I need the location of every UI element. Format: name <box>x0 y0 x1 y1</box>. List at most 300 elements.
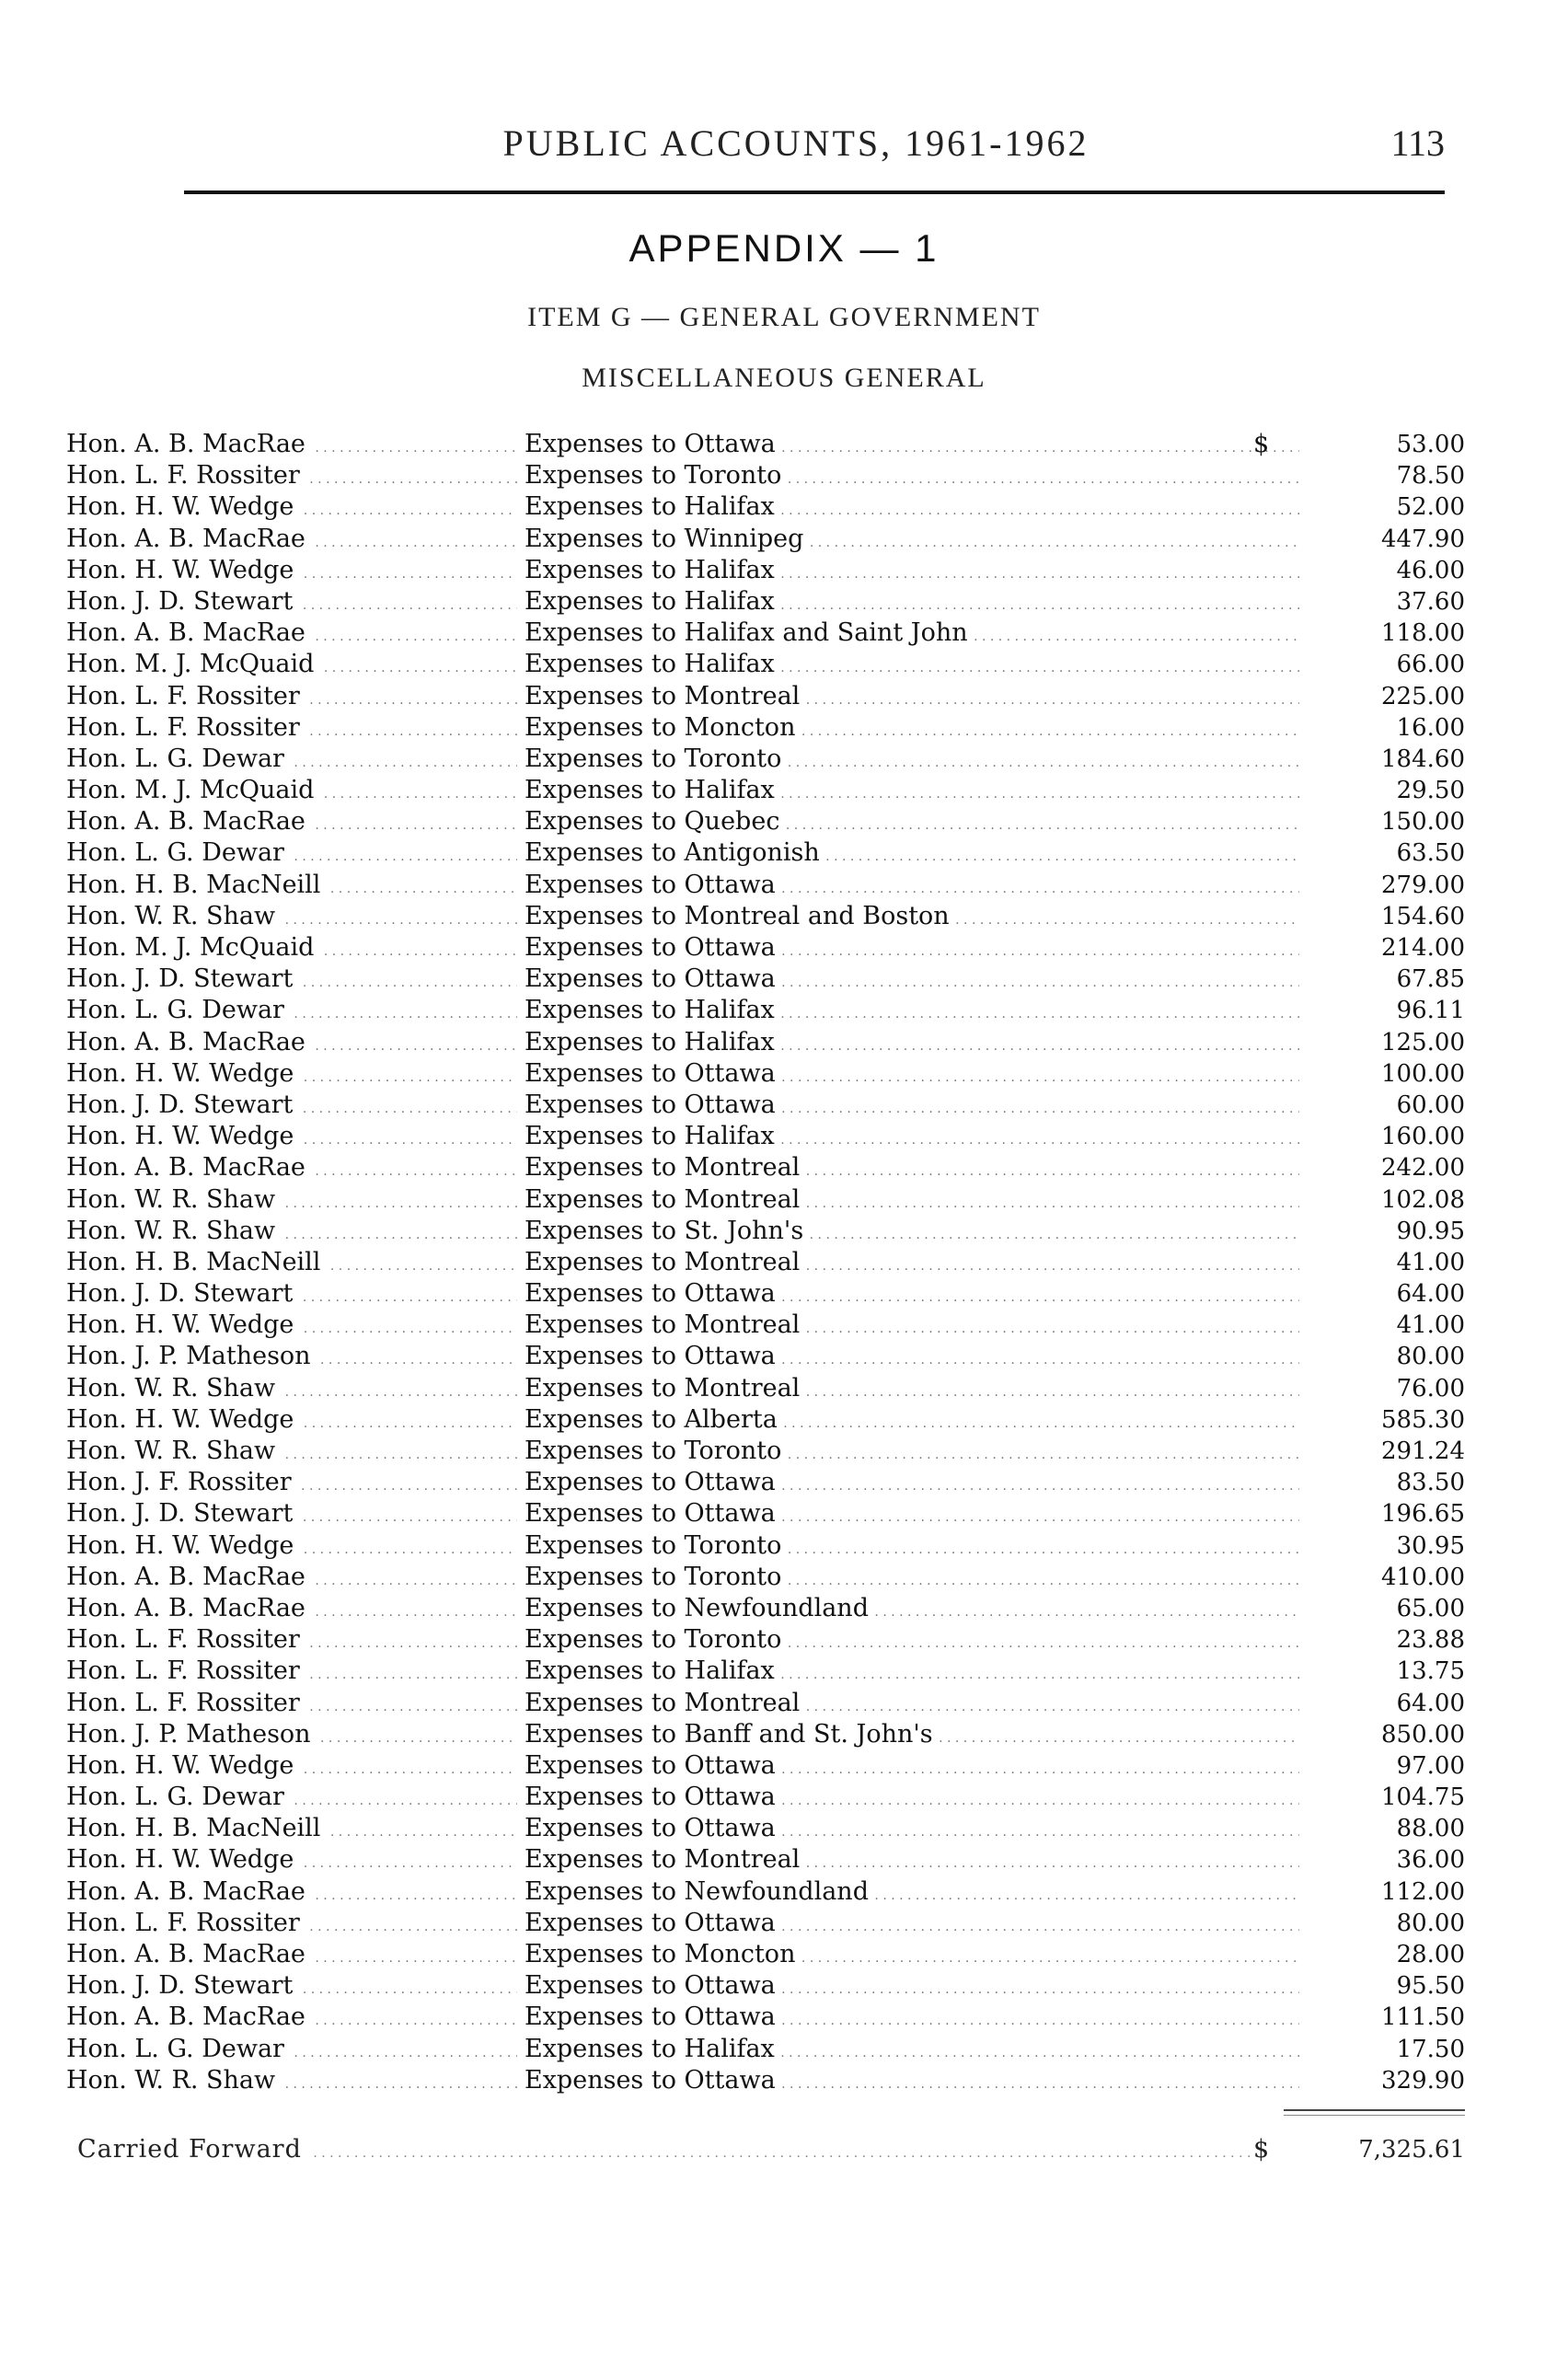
member-name: Hon. H. W. Wedge <box>66 1531 299 1560</box>
expense-description-cell <box>517 1310 1299 1345</box>
expense-description-cell <box>517 870 1299 905</box>
member-name-cell <box>66 775 526 810</box>
member-name: Hon. A. B. MacRae <box>66 807 311 836</box>
member-name-cell <box>66 2034 526 2069</box>
member-name: Hon. H. W. Wedge <box>66 1845 299 1874</box>
member-name-cell <box>66 1719 526 1754</box>
expense-amount: 76.00 <box>1396 1374 1465 1402</box>
ledger-row <box>66 681 1465 712</box>
expense-amount: 111.50 <box>1381 2003 1465 2032</box>
ledger-row <box>66 1121 1465 1152</box>
ledger-row <box>66 1624 1465 1656</box>
expense-amount: 17.50 <box>1396 2035 1465 2063</box>
ledger-row <box>66 491 1465 523</box>
expense-amount: 23.88 <box>1396 1626 1465 1655</box>
member-name: Hon. A. B. MacRae <box>66 1594 311 1622</box>
expense-description-cell <box>517 806 1299 841</box>
expense-description-cell <box>517 1908 1299 1943</box>
member-name: Hon. H. W. Wedge <box>66 492 299 521</box>
member-name: Hon. L. F. Rossiter <box>66 1689 306 1717</box>
member-name: Hon. J. D. Stewart <box>66 964 298 993</box>
expense-description-cell <box>517 2002 1299 2037</box>
expense-amount: 88.00 <box>1396 1815 1465 1843</box>
expense-description: Expenses to Halifax and Saint John <box>517 618 970 647</box>
expense-amount: 102.08 <box>1381 1185 1465 1214</box>
member-name-cell <box>66 837 526 872</box>
expense-description-cell <box>517 1750 1299 1785</box>
ledger-row <box>66 1593 1465 1624</box>
running-title: PUBLIC ACCOUNTS, 1961-1962 <box>502 122 1090 164</box>
expense-description: Expenses to Ottawa <box>517 1751 778 1780</box>
member-name-cell <box>66 1939 526 1974</box>
expense-amount: 118.00 <box>1381 619 1465 648</box>
expense-description-cell <box>517 712 1299 747</box>
member-name-cell <box>66 744 526 779</box>
member-name-cell <box>66 1216 526 1251</box>
ledger-row <box>66 837 1465 869</box>
member-name: Hon. J. D. Stewart <box>66 587 298 616</box>
member-name-cell <box>66 681 526 716</box>
member-name: Hon. L. G. Dewar <box>66 2035 290 2063</box>
expense-amount: 64.00 <box>1396 1280 1465 1309</box>
ledger-row <box>66 1498 1465 1529</box>
ledger-row <box>66 524 1465 555</box>
expense-description-cell <box>517 1184 1299 1219</box>
expense-description-cell <box>517 837 1299 872</box>
expense-amount: 65.00 <box>1396 1594 1465 1622</box>
expense-amount: 125.00 <box>1381 1028 1465 1056</box>
expense-amount: 112.00 <box>1381 1877 1465 1906</box>
expense-description-cell <box>517 617 1299 652</box>
expense-amount: 80.00 <box>1396 1343 1465 1371</box>
expense-description: Expenses to Montreal <box>517 1374 801 1402</box>
member-name: Hon. J. D. Stewart <box>66 1279 298 1308</box>
expense-amount: 329.90 <box>1381 2066 1465 2095</box>
expense-amount: 41.00 <box>1396 1248 1465 1276</box>
member-name-cell <box>66 1184 526 1219</box>
ledger-row <box>66 2065 1465 2096</box>
expense-description: Expenses to Alberta <box>517 1405 779 1434</box>
expense-description: Expenses to Toronto <box>517 1625 783 1654</box>
member-name: Hon. M. J. McQuaid <box>66 650 319 678</box>
expense-description-cell <box>517 1090 1299 1125</box>
expense-description: Expenses to Halifax <box>517 492 777 521</box>
member-name: Hon. L. G. Dewar <box>66 744 290 773</box>
expense-description: Expenses to Toronto <box>517 744 783 773</box>
ledger-row <box>66 1530 1465 1562</box>
member-name: Hon. L. F. Rossiter <box>66 1909 306 1937</box>
ledger-row <box>66 1656 1465 1687</box>
expense-description: Expenses to Toronto <box>517 1437 783 1465</box>
expense-description-cell <box>517 429 1299 464</box>
ledger-row <box>66 2002 1465 2033</box>
page-header <box>184 121 1445 177</box>
expense-description-cell <box>517 1404 1299 1439</box>
item-title: ITEM G — GENERAL GOVERNMENT <box>527 302 1041 332</box>
expense-description-cell <box>517 901 1299 936</box>
ledger-row <box>66 1813 1465 1844</box>
ledger-row <box>66 775 1465 806</box>
expense-amount: 80.00 <box>1396 1909 1465 1937</box>
member-name-cell <box>66 870 526 905</box>
member-name-cell <box>66 964 526 998</box>
ledger-row <box>66 1939 1465 1970</box>
expense-description-cell <box>517 491 1299 526</box>
member-name: Hon. M. J. McQuaid <box>66 933 319 962</box>
expense-description: Expenses to Halifax <box>517 650 777 678</box>
expense-description-cell <box>517 1058 1299 1093</box>
expense-amount: 95.50 <box>1396 1972 1465 2001</box>
member-name-cell <box>66 806 526 841</box>
ledger-row <box>66 1436 1465 1467</box>
member-name: Hon. A. B. MacRae <box>66 1153 311 1182</box>
member-name-cell <box>66 1058 526 1093</box>
ledger-row <box>66 1750 1465 1782</box>
expense-description-cell <box>517 586 1299 621</box>
member-name: Hon. J. D. Stewart <box>66 1499 298 1528</box>
expense-description-cell <box>517 1247 1299 1282</box>
member-name-cell <box>66 1656 526 1691</box>
expense-amount: 41.00 <box>1396 1311 1465 1340</box>
expense-amount: 83.50 <box>1396 1469 1465 1497</box>
expense-description: Expenses to Newfoundland <box>517 1594 870 1622</box>
expense-description: Expenses to Newfoundland <box>517 1877 870 1906</box>
expense-description-cell <box>517 524 1299 559</box>
expense-description-cell <box>517 1688 1299 1723</box>
member-name: Hon. W. R. Shaw <box>66 902 281 930</box>
expense-description-cell <box>517 1562 1299 1597</box>
expense-description: Expenses to Toronto <box>517 1563 783 1591</box>
member-name-cell <box>66 460 526 495</box>
expense-amount: 225.00 <box>1381 682 1465 710</box>
expense-amount: 850.00 <box>1381 1720 1465 1749</box>
member-name-cell <box>66 491 526 526</box>
member-name-cell <box>66 1467 526 1502</box>
member-name: Hon. A. B. MacRae <box>66 430 311 458</box>
appendix-title: APPENDIX — 1 <box>628 226 940 270</box>
expense-description: Expenses to Halifax <box>517 1122 777 1150</box>
ledger-row <box>66 1152 1465 1183</box>
expense-description-cell <box>517 1216 1299 1251</box>
ledger-row <box>66 1058 1465 1090</box>
member-name-cell <box>66 1970 526 2005</box>
expense-amount: 36.00 <box>1396 1846 1465 1875</box>
member-name-cell <box>66 1121 526 1156</box>
member-name: Hon. L. F. Rossiter <box>66 461 306 490</box>
ledger-row <box>66 586 1465 617</box>
member-name-cell <box>66 1404 526 1439</box>
ledger-row <box>66 1688 1465 1719</box>
member-name: Hon. L. F. Rossiter <box>66 682 306 710</box>
ledger-row <box>66 1970 1465 2002</box>
expense-amount: 37.60 <box>1396 587 1465 616</box>
expense-amount: 60.00 <box>1396 1091 1465 1119</box>
member-name: Hon. L. G. Dewar <box>66 1783 290 1811</box>
member-name-cell <box>66 1844 526 1879</box>
expense-description: Expenses to Ottawa <box>517 1342 778 1370</box>
ledger-row <box>66 1184 1465 1216</box>
member-name-cell <box>66 586 526 621</box>
ledger-row <box>66 806 1465 837</box>
expense-amount: 67.85 <box>1396 965 1465 994</box>
member-name-cell <box>66 1373 526 1408</box>
expense-description-cell <box>517 1152 1299 1187</box>
expense-description: Expenses to Ottawa <box>517 430 778 458</box>
ledger-row <box>66 1844 1465 1875</box>
expense-amount: 160.00 <box>1381 1123 1465 1151</box>
member-name-cell <box>66 2002 526 2037</box>
expense-description: Expenses to Halifax <box>517 2035 777 2063</box>
member-name: Hon. H. W. Wedge <box>66 1122 299 1150</box>
ledger-row <box>66 1247 1465 1278</box>
member-name: Hon. H. B. MacNeill <box>66 1814 326 1842</box>
expense-description: Expenses to Ottawa <box>517 2002 778 2031</box>
expense-description-cell <box>517 1467 1299 1502</box>
total-rule-double <box>1284 2115 1465 2116</box>
expense-description-cell <box>517 1876 1299 1911</box>
expense-description-cell <box>517 1027 1299 1062</box>
member-name: Hon. J. P. Matheson <box>66 1342 317 1370</box>
member-name: Hon. H. W. Wedge <box>66 556 299 584</box>
expense-description: Expenses to Montreal <box>517 1248 801 1276</box>
member-name: Hon. J. P. Matheson <box>66 1720 317 1749</box>
expense-amount: 46.00 <box>1396 556 1465 584</box>
member-name: Hon. H. B. MacNeill <box>66 871 326 899</box>
member-name: Hon. A. B. MacRae <box>66 525 311 553</box>
expense-amount: 154.60 <box>1381 902 1465 930</box>
expense-description: Expenses to Winnipeg <box>517 525 805 553</box>
member-name-cell <box>66 524 526 559</box>
expense-description-cell <box>517 1436 1299 1471</box>
expense-amount: 279.00 <box>1381 871 1465 899</box>
expense-amount: 585.30 <box>1381 1405 1465 1434</box>
ledger-row <box>66 712 1465 744</box>
expense-description: Expenses to Moncton <box>517 1940 797 1968</box>
member-name: Hon. H. W. Wedge <box>66 1059 299 1088</box>
member-name-cell <box>66 1498 526 1533</box>
expense-description: Expenses to Montreal <box>517 1153 801 1182</box>
expense-amount: 100.00 <box>1381 1059 1465 1088</box>
expense-description: Expenses to Halifax <box>517 1656 777 1685</box>
expense-description: Expenses to Montreal and Boston <box>517 902 951 930</box>
expense-amount: 214.00 <box>1381 934 1465 962</box>
expense-description: Expenses to Ottawa <box>517 871 778 899</box>
expense-description: Expenses to Ottawa <box>517 1783 778 1811</box>
total-rule <box>1284 2109 1465 2111</box>
member-name: Hon. H. W. Wedge <box>66 1751 299 1780</box>
expense-description: Expenses to Ottawa <box>517 1468 778 1496</box>
ledger-row <box>66 2034 1465 2065</box>
member-name: Hon. L. G. Dewar <box>66 996 290 1024</box>
expense-description: Expenses to Banff and St. John's <box>517 1720 935 1749</box>
expense-description-cell <box>517 1656 1299 1691</box>
expense-description: Expenses to Montreal <box>517 1689 801 1717</box>
member-name: Hon. W. R. Shaw <box>66 2066 281 2095</box>
expense-description-cell <box>517 964 1299 998</box>
member-name-cell <box>66 2065 526 2100</box>
ledger-row <box>66 1876 1465 1908</box>
ledger-row <box>66 744 1465 775</box>
member-name-cell <box>66 617 526 652</box>
expense-description-cell <box>517 1782 1299 1817</box>
carried-forward-amount: 7,325.61 <box>1358 2136 1465 2164</box>
expense-amount: 90.95 <box>1396 1217 1465 1245</box>
expense-amount: 96.11 <box>1396 997 1465 1025</box>
expense-description: Expenses to Montreal <box>517 682 801 710</box>
ledger-row <box>66 1404 1465 1436</box>
expense-amount: 13.75 <box>1396 1657 1465 1686</box>
expense-description-cell <box>517 555 1299 590</box>
member-name: Hon. H. W. Wedge <box>66 1405 299 1434</box>
expense-amount: 78.50 <box>1396 462 1465 491</box>
expense-description-cell <box>517 1278 1299 1313</box>
member-name-cell <box>66 1247 526 1282</box>
expense-description-cell <box>517 2034 1299 2069</box>
member-name-cell <box>66 1278 526 1313</box>
expense-description: Expenses to Halifax <box>517 587 777 616</box>
expense-description-cell <box>517 1593 1299 1628</box>
expense-description-cell <box>517 681 1299 716</box>
expense-amount: 184.60 <box>1381 744 1465 773</box>
expense-description: Expenses to Ottawa <box>517 1059 778 1088</box>
expense-amount: 29.50 <box>1396 777 1465 805</box>
expense-description: Expenses to Antigonish <box>517 838 822 867</box>
member-name: Hon. W. R. Shaw <box>66 1374 281 1402</box>
expense-description-cell <box>517 1373 1299 1408</box>
expense-description-cell <box>517 775 1299 810</box>
ledger-row <box>66 1027 1465 1058</box>
expense-amount: 104.75 <box>1381 1783 1465 1812</box>
expense-amount: 53.00 <box>1396 431 1465 458</box>
ledger-row <box>66 1467 1465 1498</box>
expense-description-cell <box>517 1121 1299 1156</box>
expense-amount: 64.00 <box>1396 1689 1465 1717</box>
member-name: Hon. J. D. Stewart <box>66 1091 298 1119</box>
member-name-cell <box>66 1813 526 1848</box>
member-name-cell <box>66 1027 526 1062</box>
expense-description-cell <box>517 1341 1299 1376</box>
expense-description: Expenses to Toronto <box>517 1531 783 1560</box>
section-title: MISCELLANEOUS GENERAL <box>582 363 986 393</box>
expense-description-cell <box>517 1498 1299 1533</box>
member-name-cell <box>66 1530 526 1565</box>
ledger-row <box>66 1216 1465 1247</box>
member-name-cell <box>66 1688 526 1723</box>
member-name-cell <box>66 1562 526 1597</box>
ledger-row <box>66 555 1465 586</box>
ledger-row <box>66 995 1465 1026</box>
ledger-row <box>66 649 1465 680</box>
member-name-cell <box>66 901 526 936</box>
member-name-cell <box>66 555 526 590</box>
expense-description-cell <box>517 1813 1299 1848</box>
member-name-cell <box>66 1341 526 1376</box>
ledger-row <box>66 1090 1465 1121</box>
ledger-row <box>66 1562 1465 1593</box>
ledger-row <box>66 1310 1465 1341</box>
expense-description: Expenses to Toronto <box>517 461 783 490</box>
ledger-row <box>66 932 1465 964</box>
member-name: Hon. J. F. Rossiter <box>66 1468 297 1496</box>
ledger-row <box>66 1782 1465 1813</box>
member-name: Hon. L. G. Dewar <box>66 838 290 867</box>
member-name-cell <box>66 1436 526 1471</box>
expense-description: Expenses to Halifax <box>517 1028 777 1056</box>
ledger-row <box>66 1373 1465 1404</box>
expense-description-cell <box>517 744 1299 779</box>
member-name: Hon. H. W. Wedge <box>66 1310 299 1339</box>
expense-description: Expenses to Halifax <box>517 776 777 804</box>
expense-description-cell <box>517 1970 1299 2005</box>
expense-description: Expenses to Ottawa <box>517 1499 778 1528</box>
member-name-cell <box>66 1876 526 1911</box>
expense-amount: 28.00 <box>1396 1941 1465 1968</box>
member-name-cell <box>66 932 526 967</box>
expense-description: Expenses to Halifax <box>517 996 777 1024</box>
expense-amount: 30.95 <box>1396 1531 1465 1560</box>
expense-description-cell <box>517 1939 1299 1974</box>
expense-description: Expenses to Quebec <box>517 807 781 836</box>
expense-description: Expenses to Ottawa <box>517 933 778 962</box>
expense-amount: 150.00 <box>1381 808 1465 837</box>
expense-description-cell <box>517 1719 1299 1754</box>
expense-amount: 52.00 <box>1396 493 1465 522</box>
expense-amount: 16.00 <box>1396 713 1465 742</box>
header-rule <box>184 190 1445 194</box>
member-name-cell <box>66 1310 526 1345</box>
expense-description: Expenses to Moncton <box>517 713 797 742</box>
member-name: Hon. L. F. Rossiter <box>66 1625 306 1654</box>
member-name: Hon. M. J. McQuaid <box>66 776 319 804</box>
member-name-cell <box>66 1908 526 1943</box>
member-name-cell <box>66 1782 526 1817</box>
expense-description: Expenses to Ottawa <box>517 1279 778 1308</box>
currency-symbol: $ <box>1253 430 1270 458</box>
expense-description: Expenses to Montreal <box>517 1185 801 1214</box>
expense-description: Expenses to Montreal <box>517 1310 801 1339</box>
expense-description: Expenses to Montreal <box>517 1845 801 1874</box>
member-name: Hon. W. R. Shaw <box>66 1437 281 1465</box>
member-name: Hon. H. B. MacNeill <box>66 1248 326 1276</box>
expense-description: Expenses to Halifax <box>517 556 777 584</box>
expense-description-cell <box>517 1530 1299 1565</box>
expense-ledger <box>66 429 1465 2096</box>
member-name: Hon. A. B. MacRae <box>66 618 311 647</box>
expense-description: Expenses to Ottawa <box>517 1814 778 1842</box>
expense-amount: 447.90 <box>1381 525 1465 553</box>
member-name-cell <box>66 1624 526 1659</box>
expense-amount: 63.50 <box>1396 839 1465 868</box>
page-number: 113 <box>1390 122 1445 164</box>
member-name: Hon. J. D. Stewart <box>66 1971 298 2000</box>
ledger-row <box>66 964 1465 995</box>
expense-description-cell <box>517 932 1299 967</box>
expense-amount: 97.00 <box>1396 1751 1465 1780</box>
carried-forward-label: Carried Forward <box>77 2135 309 2164</box>
member-name: Hon. W. R. Shaw <box>66 1185 281 1214</box>
member-name-cell <box>66 1750 526 1785</box>
expense-description: Expenses to Ottawa <box>517 1091 778 1119</box>
expense-description: Expenses to Ottawa <box>517 964 778 993</box>
member-name-cell <box>66 1152 526 1187</box>
member-name: Hon. L. F. Rossiter <box>66 713 306 742</box>
member-name-cell <box>66 429 526 464</box>
ledger-row <box>66 1278 1465 1310</box>
expense-amount: 410.00 <box>1381 1563 1465 1591</box>
expense-description-cell <box>517 649 1299 684</box>
expense-description: Expenses to Ottawa <box>517 1909 778 1937</box>
expense-description-cell <box>517 995 1299 1030</box>
